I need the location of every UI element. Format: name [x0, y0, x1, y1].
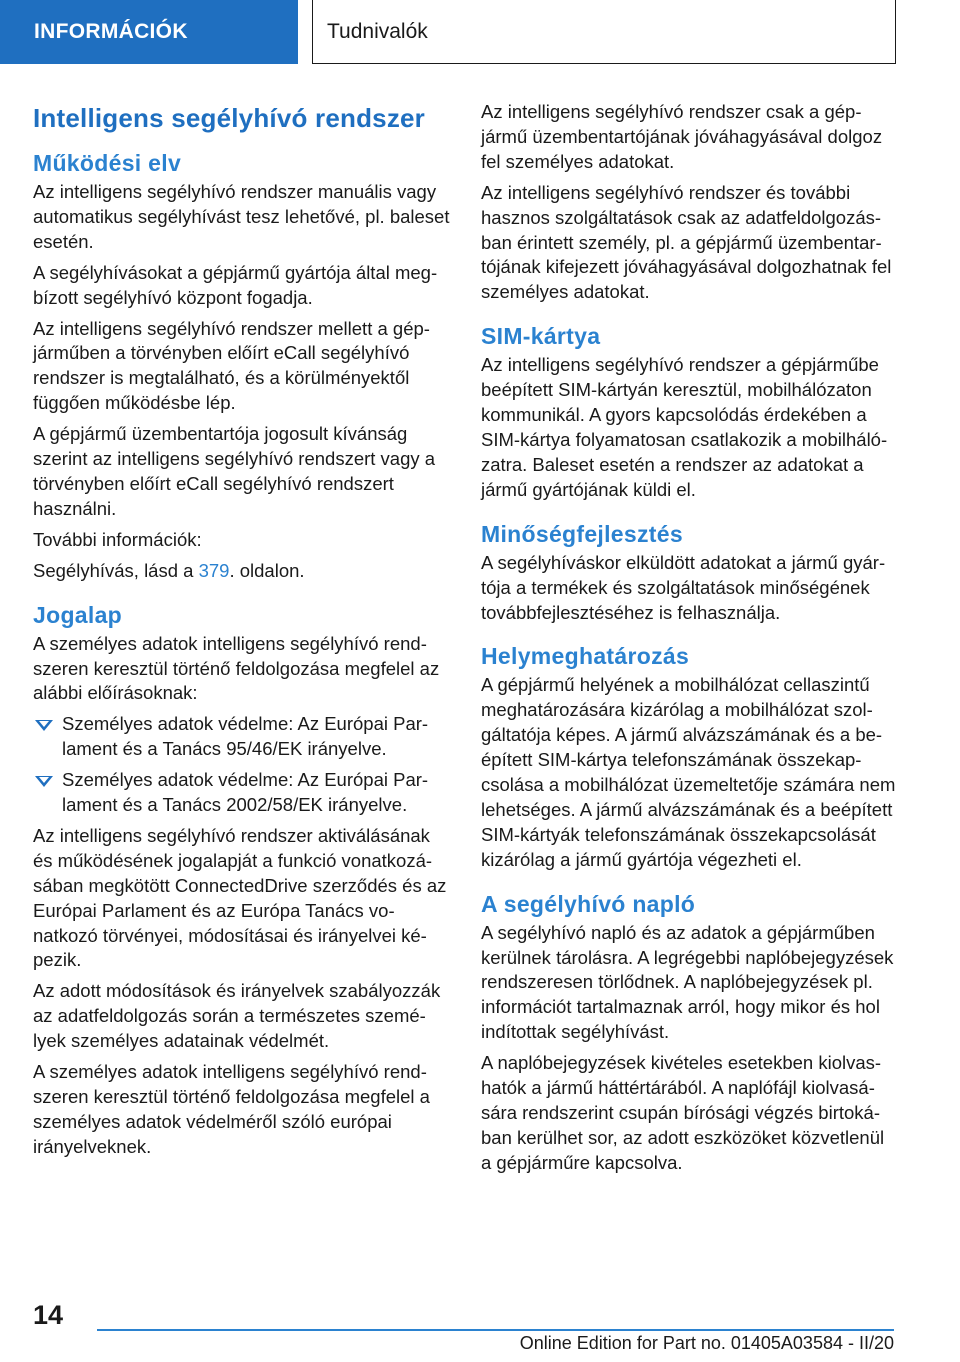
heading-jogalap: Jogalap	[33, 601, 123, 628]
left-column	[33, 100, 451, 1166]
paragraph: A személyes adatok intelligens segélyhívó rendszeren keresztül történő feldolgozása megfelel a személyes adatok védelméről szóló európai irányelveknek.	[33, 1061, 430, 1157]
list-item	[33, 712, 451, 762]
bullet-list	[33, 712, 451, 818]
footer-divider	[97, 1329, 894, 1331]
cross-reference-prefix: Segélyhívás, lásd a	[33, 559, 199, 581]
paragraph: A segélyhívó napló és az adatok a gépjárműben kerülnek tárolásra. A legrégebbi naplóbejegyzések rendszeresen törlődnek. A naplóbejegyzések pl. információt tartalmaznak arról, hogy mikor és hol indítottak segélyhívást.	[481, 921, 894, 1043]
paragraph: A segélyhívásokat a gépjármű gyártója által megbízott segélyhívó központ fogadja.	[33, 261, 438, 308]
paragraph: A naplóbejegyzések kivételes esetekben kiolvashatók a jármű háttértárából. A naplófájl kiolvasására rendszerint csupán bírósági végzés birtokában kerülhet sor, az adott eszközöket közvetlenül a gépjárműre kapcsolva.	[481, 1052, 885, 1173]
subsection-header	[312, 0, 896, 64]
triangle-bullet-icon	[35, 776, 53, 787]
list-item	[33, 768, 451, 818]
paragraph: A gépjármű helyének a mobilhálózat cellaszintű meghatározására kizárólag a mobilhálózat szolgáltatója képes. A jármű alvázszámának és a beépített SIM-kártya telefonszámának összekapcsolása a mobilhálózat üzemeltetője számára nem lehetséges. A jármű alvázszámának és a beépített SIM-kártyák telefonszámának összekapcsolását kizárólag a jármű gyártója végezheti el.	[481, 674, 896, 870]
section-tab	[0, 0, 298, 64]
paragraph: A segélyhíváskor elküldött adatokat a jármű gyártója a termékek és szolgáltatások minőségének továbbfejlesztéséhez is felhasználja.	[481, 551, 886, 623]
paragraph: Az adott módosítások és irányelvek szabályozzák az adatfeldolgozás során a természetes személyek személyes adatainak védelmét.	[33, 980, 441, 1052]
paragraph: Az intelligens segélyhívó rendszer és további hasznos szolgáltatások csak az adatfeldolgozásban érintett személy, pl. a gépjármű üzembentartójának kifejezett jóváhagyásával dolgozhatnak fel személyes adatokat.	[481, 181, 892, 303]
cross-reference-suffix: . oldalon.	[229, 559, 305, 581]
heading-segelyhivo-naplo: A segélyhívó napló	[481, 890, 696, 917]
paragraph: A gépjármű üzembentartója jogosult kívánság szerint az intelligens segélyhívó rendszert vagy a törvényben előírt eCall segélyhívó rendszert használni.	[33, 423, 436, 519]
paragraph: Az intelligens segélyhívó rendszer a gépjárműbe beépített SIM-kártyán keresztül, mobilhálózaton kommunikál. A gyors kapcsolódás érdekében a SIM-kártya folyamatosan csatlakozik a mobilhálózatra. Baleset esetén a rendszer az adatokat a jármű gyártójának küldi el.	[481, 354, 888, 500]
right-column	[481, 100, 899, 1182]
subsection-label: Tudnivalók	[327, 19, 428, 43]
heading-mukodesi-elv: Működési elv	[33, 150, 182, 176]
page-title: Intelligens segélyhívó rendszer	[33, 103, 425, 133]
paragraph: A személyes adatok intelligens segélyhívó rendszeren keresztül történő feldolgozása megfelel az alábbi előírásoknak:	[33, 632, 440, 704]
section-tab-label: INFORMÁCIÓK	[34, 20, 188, 43]
list-item-text: Személyes adatok védelme: Az Európai Parlament és a Tanács 95/46/EK irányelve.	[62, 713, 429, 760]
list-item-text: Személyes adatok védelme: Az Európai Parlament és a Tanács 2002/58/EK irányelve.	[62, 769, 429, 816]
heading-sim-kartya: SIM-kártya	[481, 323, 601, 350]
edition-footer: Online Edition for Part no. 01405A03584 - II/20	[519, 1333, 894, 1353]
heading-minosegfejlesztes: Minőségfejlesztés	[481, 520, 683, 547]
triangle-bullet-icon	[35, 720, 53, 731]
paragraph: Az intelligens segélyhívó rendszer mellett a gépjárműben a törvényben előírt eCall segélyhívó rendszer is megtalálható, és a körülményektől függően működésbe lép.	[33, 317, 430, 414]
cross-reference	[33, 559, 451, 584]
paragraph: További információk:	[33, 528, 202, 550]
page-number: 14	[33, 1300, 64, 1330]
heading-helymeghatarozas: Helymeghatározás	[481, 643, 690, 670]
paragraph: Az intelligens segélyhívó rendszer aktiválásának és működésének jogalapját a funkció vonatkozásában megkötött ConnectedDrive szerződés és az Európai Parlament és az Európa Tanács vonatkozó törvényei, módosításai és irányelvei képezik.	[33, 824, 447, 971]
page-link-379[interactable]: 379	[198, 559, 230, 581]
paragraph: Az intelligens segélyhívó rendszer csak a gépjármű üzembentartójának jóváhagyásával dolgoz fel személyes adatokat.	[481, 101, 883, 172]
paragraph: Az intelligens segélyhívó rendszer manuális vagy automatikus segélyhívást tesz lehetővé, pl. baleset esetén.	[33, 181, 450, 252]
